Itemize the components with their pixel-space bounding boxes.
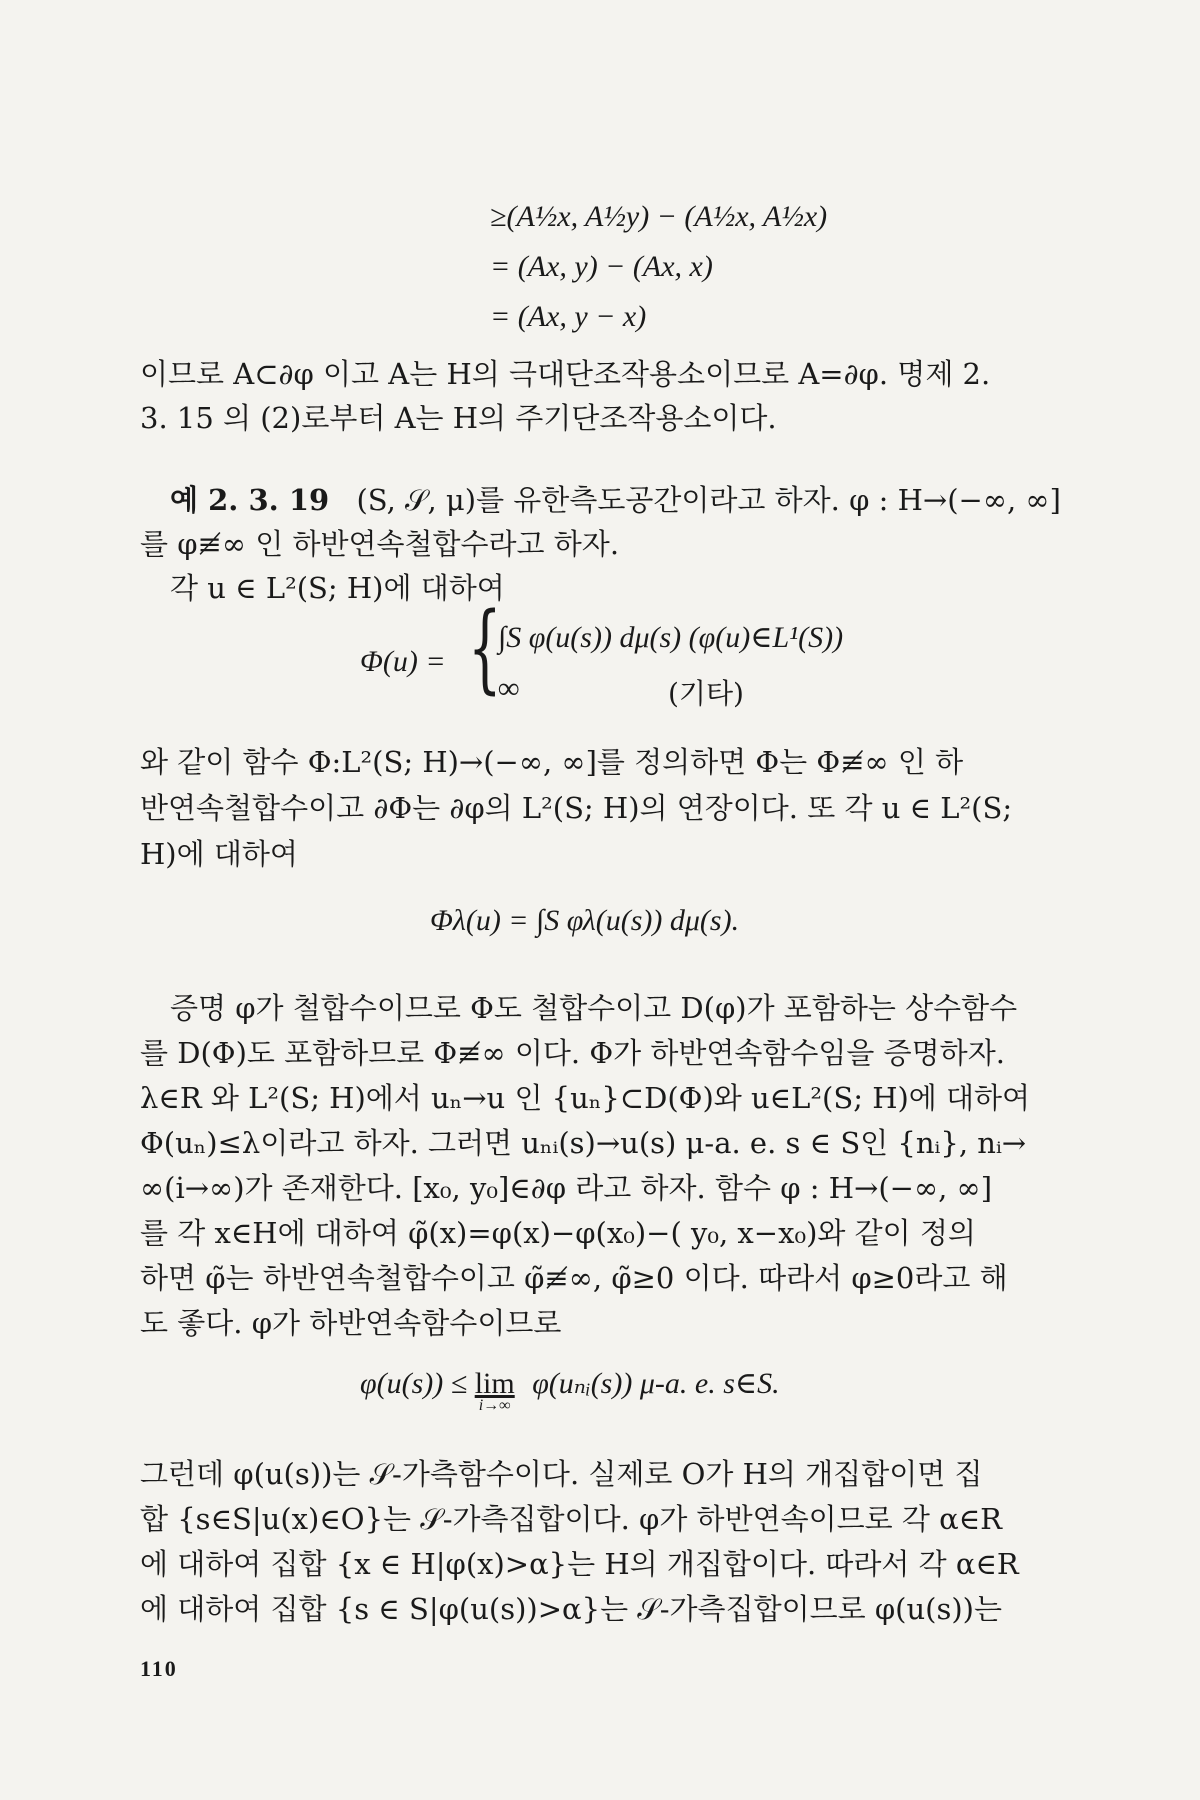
phi-lambda-equation: Φλ(u) = ∫S φλ(u(s)) dμ(s). [430,904,740,937]
page-number: 110 [140,1656,178,1681]
liminf-operator [474,1367,525,1414]
proof-line-2: 를 D(Φ)도 포함하므로 Φ≢∞ 이다. Φ가 하반연속함수임을 증명하자. [140,1036,1005,1070]
paragraph-2-line-2: 반연속철합수이고 ∂Φ는 ∂φ의 L²(S; H)의 연장이다. 또 각 u ∈ L²(S; [140,791,1013,825]
equation-line-3: = (Ax, y − x) [490,300,647,333]
equation-line-2: = (Ax, y) − (Ax, x) [490,250,713,283]
liminf-equation [360,1366,780,1414]
example-line-1 [170,478,1100,522]
liminf-rhs: φ(uₙᵢ(s)) μ-a. e. s∈S. [524,1367,780,1400]
proof-line-6: 를 각 x∈H에 대하여 φ̃(x)=φ(x)−φ(x₀)−( y₀, x−x₀)와 같이 정의 [140,1216,976,1250]
example-line-3: 각 u ∈ L²(S; H)에 대하여 [170,571,505,605]
paragraph-3-line-3: 에 대하여 집합 {x ∈ H|φ(x)>α}는 H의 개집합이다. 따라서 각 α∈R [140,1547,1019,1581]
example-label: 예 2. 3. 19 [170,483,330,517]
paragraph-1-line-2: 3. 15 의 (2)로부터 A는 H의 주기단조작용소이다. [140,401,777,435]
proof-line-8: 도 좋다. φ가 하반연속함수이므로 [140,1306,562,1340]
paragraph-3-line-1: 그런데 φ(u(s))는 𝒮-가측함수이다. 실제로 O가 H의 개집합이면 집 [140,1457,983,1491]
liminf-lhs: φ(u(s)) ≤ [360,1367,475,1400]
proof-line-3: λ∈R 와 L²(S; H)에서 uₙ→u 인 {uₙ}⊂D(Φ)와 u∈L²(S; H)에 대하여 [140,1081,1031,1115]
phi-definition-lhs: Φ(u) = [360,645,446,678]
phi-definition-case-2-value: ∞ [498,672,520,705]
paragraph-3-line-2: 합 {s∈S|u(x)∈O}는 𝒮-가측집합이다. φ가 하반연속이므로 각 α∈R [140,1502,1002,1536]
paragraph-3-line-4: 에 대하여 집합 {s ∈ S|φ(u(s))>α}는 𝒮-가측집합이므로 φ(u(s))는 [140,1592,1002,1626]
phi-definition-case-2-condition: (기타) [668,677,744,710]
phi-definition-case-1: ∫S φ(u(s)) dμ(s) (φ(u)∈L¹(S)) [498,621,844,654]
proof-line-1: 증명 φ가 철합수이므로 Φ도 철합수이고 D(φ)가 포함하는 상수함수 [170,991,1018,1025]
example-line-1-text: (S, 𝒮, μ)를 유한측도공간이라고 하자. φ : H→(−∞, ∞] [356,483,1061,517]
liminf-lim: lim [474,1367,515,1400]
paragraph-2-line-3: H)에 대하여 [140,837,298,871]
equation-line-1: ≥(A½x, A½y) − (A½x, A½x) [490,200,828,233]
cases-brace: { [468,592,502,704]
liminf-subscript: i→∞ [478,1397,511,1414]
proof-line-5: ∞(i→∞)가 존재한다. [x₀, y₀]∈∂φ 라고 하자. 함수 φ : H→(−∞, ∞] [140,1171,993,1205]
proof-line-7: 하면 φ̃는 하반연속철합수이고 φ̃≢∞, φ̃≥0 이다. 따라서 φ≥0라고 해 [140,1261,1008,1295]
proof-line-4: Φ(uₙ)≤λ이라고 하자. 그러면 uₙᵢ(s)→u(s) μ-a. e. s ∈ S인 {nᵢ}, nᵢ→ [140,1126,1027,1160]
paragraph-2-line-1: 와 같이 함수 Φ:L²(S; H)→(−∞, ∞]를 정의하면 Φ는 Φ≢∞ 인 하 [140,745,964,779]
example-line-2: 를 φ≢∞ 인 하반연속철합수라고 하자. [140,527,620,561]
paragraph-1-line-1: 이므로 A⊂∂φ 이고 A는 H의 극대단조작용소이므로 A=∂φ. 명제 2. [140,357,991,391]
